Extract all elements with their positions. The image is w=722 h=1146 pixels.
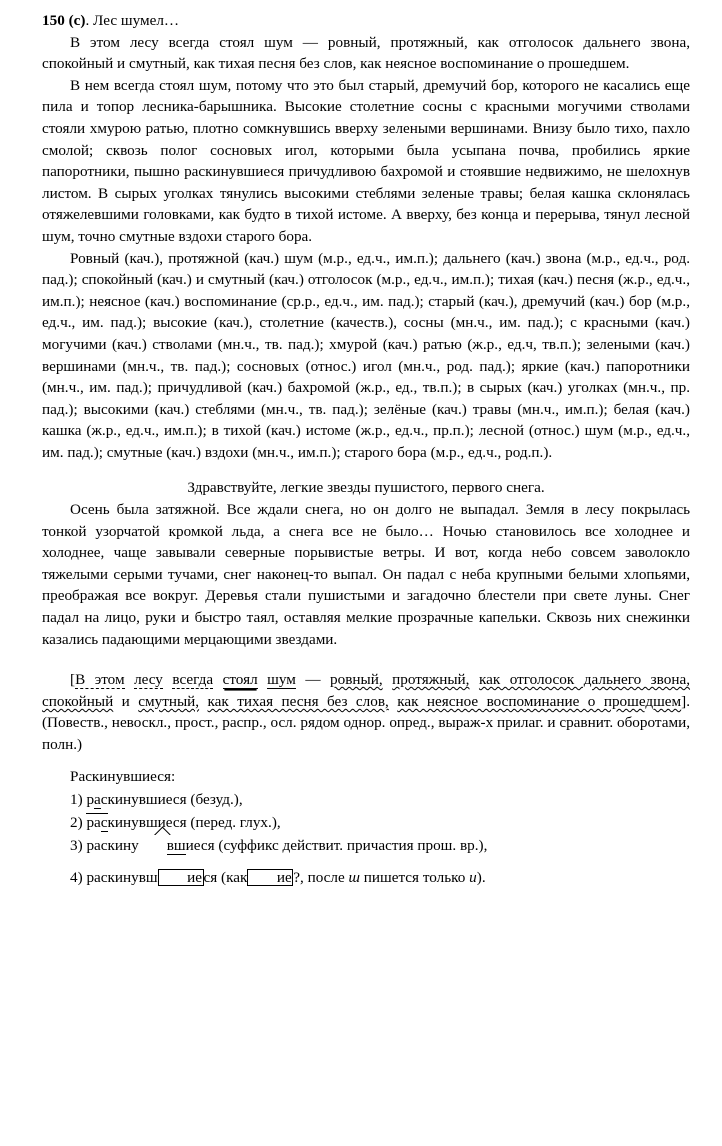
morph-item-4-post: ся xyxy=(203,868,218,886)
syntax-gap-5 xyxy=(213,671,223,688)
syntax-gap-17: и xyxy=(113,692,139,710)
spacer-3 xyxy=(42,756,690,765)
syntax-attribute-12: протяжный, xyxy=(392,671,470,689)
paragraph-adjective-analysis: Ровный (кач.), протяжной (кач.) шум (м.р., ед.ч., им.п.); дальнего (кач.) звона (м.р., ед.ч., род. пад.); спокойный (кач.) и смутный (кач.) отголосок (м.р., ед.ч., им.п.); тихая (кач.) песня (ж.р., ед.ч., им.п.); неясное (кач.) воспоминание (ср.р., ед.ч., им. пад.); старый (кач.), дремучий (кач.) бор (м.р., ед.ч., им. пад.); высокие (кач.), столетние (качеств.), сосны (мн.ч., им. пад.); с красными (кач.) могучими (кач.) стволами (мн.ч., тв. пад.); хмурой (кач.) ратью (ж.р., ед.ч, тв.п.); зелеными (кач.) вершинами (мн.ч., тв. пад.); сосновых (относ.) игол (мн.ч., род. пад.); яркие (кач.) папоротники (мн.ч., им. пад.); причудливой (кач.) бахромой (ж.р., ед., тв.п.); в сырых (кач.) уголках (мн.ч., пр. пад.); высокими (кач.) стеблями (мн.ч., тв. пад.); зелёные (кач.) травы (мн.ч., им.п.); белая (кач.) кашка (ж.р., ед.ч., им.п.); в тихой (кач.) истоме (ж.р., ед.ч., пр.п.); лесной (относ.) шум (м.р., ед.ч., им. пад.); смутные (кач.) вздохи (мн.ч., им.п.); старого бора (м.р., ед.ч., род.п.). xyxy=(42,249,690,461)
syntax-subject-8: шум xyxy=(267,671,296,689)
exercise-title: . Лес шумел… xyxy=(85,12,180,29)
morph-item-3 xyxy=(42,834,690,857)
morph-item-1-marked: а xyxy=(94,790,101,808)
morph-item-4-pre: раскинувш xyxy=(86,868,158,886)
syntax-gap-3 xyxy=(163,671,173,688)
morph-item-4-note-pre: (как xyxy=(217,868,248,886)
morph-item-2-number: 2) xyxy=(70,813,83,831)
syntax-attribute-10: ровный, xyxy=(330,671,383,689)
morph-analysis-header: Раскинувшиеся: xyxy=(70,767,176,785)
morph-item-3-marked: вш xyxy=(166,836,186,854)
syntax-adverbial-4: всегда xyxy=(172,671,214,689)
syntax-attribute-18: смутный, xyxy=(138,692,200,710)
morph-item-2-pre: ра xyxy=(86,813,101,831)
morph-item-1-note: (безуд.), xyxy=(186,790,243,808)
caret-glyph xyxy=(154,826,171,835)
paragraph-2: В нем всегда стоял шум, потому что это был старый, дремучий бор, которого не касались еще пила и топор лесника-барышника. Высокие столетние сосны с красными могучими стволами стояли хмурою ратью, плотно сомкнувшись вверху зелеными вершинами. Внизу было тихо, пахло смолой; сквозь полог сосновых игол, которыми была усыпана почва, пробились яркие папоротники, пышно раскинувшиеся причудливою бахромой и стоявшие недвижимо, не шелохнув листом. В сырых уголках тянулись высокими стеблями зеленые травы; белая кашка склонялась отяжелевшими головками, как будто в тихой истоме. А вверху, без конца и перерыва, тянул лесной шум, точно смутные вздохи старого бора. xyxy=(42,76,690,245)
morph-item-4-note-mid2: пишется только xyxy=(360,868,470,886)
syntax-predicate-6: стоял xyxy=(222,671,258,689)
syntax-characteristics: . (Повеств., невоскл., прост., распр., осл. рядом однор. опред., выраж-х прилаг. и сравнит. оборотами, полн.) xyxy=(42,692,691,753)
morph-item-4 xyxy=(42,866,690,889)
morph-item-1-post: скинувшиеся xyxy=(100,790,187,808)
syntax-attribute-16: спокойный xyxy=(42,692,114,710)
morph-item-4-note-mid: ?, после xyxy=(293,868,349,886)
morph-item-3-pre: раскину xyxy=(86,836,139,854)
morph-item-1 xyxy=(42,788,690,811)
syntax-gap-1 xyxy=(125,671,135,688)
syntax-attribute-14: как отголосок дальнего звона, xyxy=(478,671,691,689)
close-bracket: ] xyxy=(681,692,687,710)
syntax-adverbial-0: В этом xyxy=(75,671,125,689)
syntax-adverbial-2: лесу xyxy=(134,671,163,689)
morph-item-2-marked: с xyxy=(100,813,108,831)
open-bracket: [ xyxy=(70,671,76,689)
morph-item-2 xyxy=(42,811,690,834)
spacer-4 xyxy=(42,857,690,866)
morph-item-4-note-end: ). xyxy=(476,868,486,886)
spacer-2 xyxy=(42,650,690,669)
paragraph-4: Осень была затяжной. Все ждали снега, но он долго не выпадал. Земля в лесу покрылась тонкой узорчатой кромкой льда, а снега все не было… Ночью становилось все холоднее и холоднее, чаще завывали северные порывистые ветры. И вот, когда небо совсем заволокло тяжелыми серыми тучами, снег наконец-то выпал. Он падал с неба крупными белыми хлопьями, преображая все вокруг. Деревья стали пушистыми и загадочно блестели при свете луны. Снег падал на лицо, руки и быстро таял, оставляя мелкие прозрачные капельки. Сквозь них снежинки казались падающими мерцающими звездами. xyxy=(42,501,690,648)
morph-item-4-question-box: ие xyxy=(247,869,293,886)
morph-item-3-note: (суффикс действит. причастия прош. вр.), xyxy=(214,836,488,854)
morph-item-4-italic-2: и xyxy=(469,868,477,886)
morph-item-2-note: (перед. глух.), xyxy=(186,813,281,831)
paragraph-1: В этом лесу всегда стоял шум — ровный, протяжный, как отголосок дальнего звона, спокойный и смутный, как тихая песня без слов, как неясное воспоминание о прошедшем. xyxy=(42,33,690,73)
morph-item-1-pre: р xyxy=(86,790,95,808)
greeting-line: Здравствуйте, легкие звезды пушистого, первого снега. xyxy=(187,479,545,497)
syntax-analysis-block xyxy=(42,669,690,755)
syntax-attribute-20: как тихая песня без слов, xyxy=(207,692,389,710)
suffix-caret-icon xyxy=(139,834,186,857)
syntax-gap-19 xyxy=(199,693,207,710)
syntax-gap-21 xyxy=(389,693,397,710)
spacer xyxy=(42,463,690,477)
morph-item-2-overline xyxy=(86,813,107,831)
syntax-attribute-22: как неясное воспоминание о прошедшем xyxy=(397,692,682,710)
morph-item-3-post: иеся xyxy=(185,836,215,854)
morph-item-1-number: 1) xyxy=(70,790,83,808)
morph-item-4-italic-1: ш xyxy=(348,868,360,886)
morph-item-4-number: 4) xyxy=(70,868,83,886)
syntax-gap-9: — xyxy=(295,671,331,689)
syntax-gap-7 xyxy=(258,671,268,688)
morph-item-3-number: 3) xyxy=(70,836,83,854)
morph-item-4-ending-box: ие xyxy=(158,869,204,886)
exercise-number: 150 (c) xyxy=(42,12,86,29)
exercise-heading xyxy=(42,10,690,32)
syntax-gap-13 xyxy=(469,671,479,688)
syntax-gap-11 xyxy=(383,671,393,688)
morph-item-2-post: кинувшиеся xyxy=(107,813,187,831)
